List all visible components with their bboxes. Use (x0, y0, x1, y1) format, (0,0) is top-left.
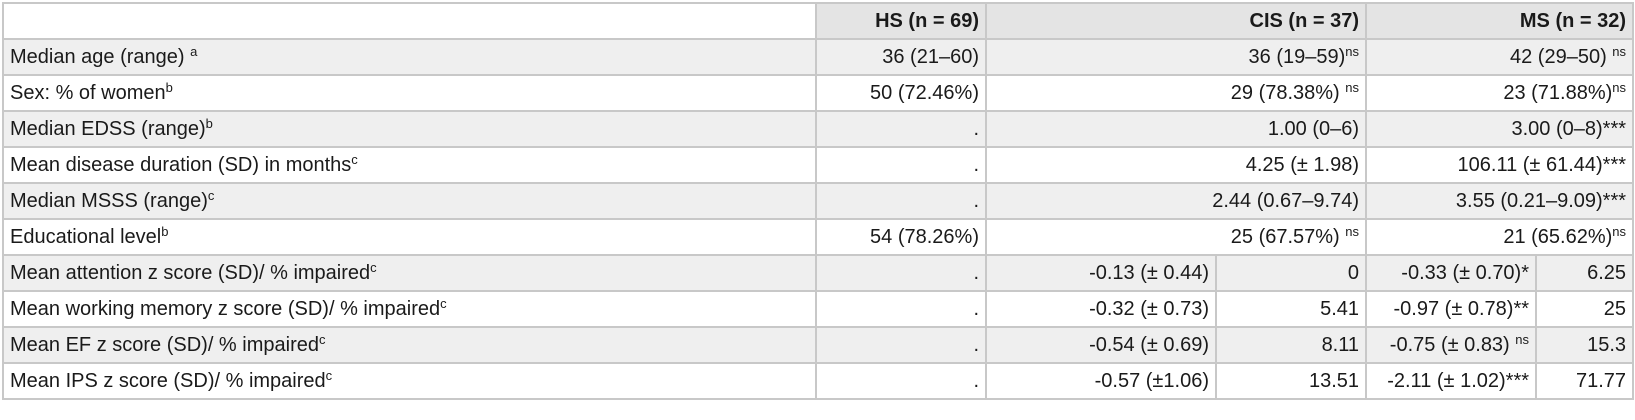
cis-value: 36 $(19-59)^{ns}$ (986, 39, 1366, 75)
table-row (3, 219, 1633, 255)
cis-value: 29 (78.38%) $^{ns}$ (986, 75, 1366, 111)
hs-value: . (816, 327, 986, 363)
hs-value: 54 (78.26%) (816, 219, 986, 255)
row-label: Educational level$^b$ (3, 219, 816, 255)
cis-z-score: -0.13 (± 0.44) (986, 255, 1216, 291)
row-label: Mean IPS z score (SD)/ % impaired$^c$ (3, 363, 816, 399)
table-row (3, 147, 1633, 183)
header-hs: HS (n = 69) (816, 3, 986, 39)
ms-value: 3.00 (0–8)*** (1366, 111, 1633, 147)
ms-value: 21 $(65.62\%)^{ns}$ (1366, 219, 1633, 255)
row-label: Sex: % of women$^b$ (3, 75, 816, 111)
demographics-table (2, 2, 1634, 400)
hs-value: 50 (72.46%) (816, 75, 986, 111)
table-header-row (3, 3, 1633, 39)
cis-pct-impaired: 0 (1216, 255, 1366, 291)
hs-value: . (816, 183, 986, 219)
row-label: Mean attention z score (SD)/ % impaired$^c$ (3, 255, 816, 291)
ms-pct-impaired: 71.77 (1536, 363, 1633, 399)
row-label: Median MSSS (range)$^c$ (3, 183, 816, 219)
row-label: Median age (range) $^a$ (3, 39, 816, 75)
hs-value: . (816, 363, 986, 399)
row-label: Mean working memory z score (SD)/ % impaired$^c$ (3, 291, 816, 327)
header-cis: CIS (n = 37) (986, 3, 1366, 39)
table-row (3, 39, 1633, 75)
cis-value: 1.00 (0–6) (986, 111, 1366, 147)
table-row (3, 75, 1633, 111)
hs-value: . (816, 111, 986, 147)
table-row (3, 183, 1633, 219)
cis-value: 25 (67.57%) $^{ns}$ (986, 219, 1366, 255)
cis-pct-impaired: 8.11 (1216, 327, 1366, 363)
ms-pct-impaired: 15.3 (1536, 327, 1633, 363)
ms-value: 42 (29–50) $^{ns}$ (1366, 39, 1633, 75)
hs-value: 36 (21–60) (816, 39, 986, 75)
table-row (3, 327, 1633, 363)
hs-value: . (816, 255, 986, 291)
hs-value: . (816, 147, 986, 183)
table-row (3, 291, 1633, 327)
row-label: Median EDSS (range)$^b$ (3, 111, 816, 147)
cis-z-score: -0.54 (± 0.69) (986, 327, 1216, 363)
ms-pct-impaired: 6.25 (1536, 255, 1633, 291)
cis-z-score: -0.57 (±1.06) (986, 363, 1216, 399)
table-row (3, 111, 1633, 147)
table-row (3, 255, 1633, 291)
cis-value: 2.44 (0.67–9.74) (986, 183, 1366, 219)
ms-value: 3.55 (0.21–9.09)*** (1366, 183, 1633, 219)
row-label: Mean EF z score (SD)/ % impaired$^c$ (3, 327, 816, 363)
ms-value: 23 $(71.88\%)^{ns}$ (1366, 75, 1633, 111)
table-row (3, 363, 1633, 399)
cis-pct-impaired: 13.51 (1216, 363, 1366, 399)
ms-z-score: -0.97 (± 0.78)** (1366, 291, 1536, 327)
header-ms: MS (n = 32) (1366, 3, 1633, 39)
ms-pct-impaired: 25 (1536, 291, 1633, 327)
cis-value: 4.25 (± 1.98) (986, 147, 1366, 183)
header-blank-cell (3, 3, 816, 39)
hs-value: . (816, 291, 986, 327)
row-label: Mean disease duration (SD) in months$^c$ (3, 147, 816, 183)
cis-z-score: -0.32 (± 0.73) (986, 291, 1216, 327)
ms-z-score: -0.33 (± 0.70)* (1366, 255, 1536, 291)
ms-z-score: -2.11 (± 1.02)*** (1366, 363, 1536, 399)
ms-value: 106.11 (± 61.44)*** (1366, 147, 1633, 183)
table-container (2, 2, 1634, 400)
cis-pct-impaired: 5.41 (1216, 291, 1366, 327)
ms-z-score: -0.75 (± 0.83) $^{ns}$ (1366, 327, 1536, 363)
